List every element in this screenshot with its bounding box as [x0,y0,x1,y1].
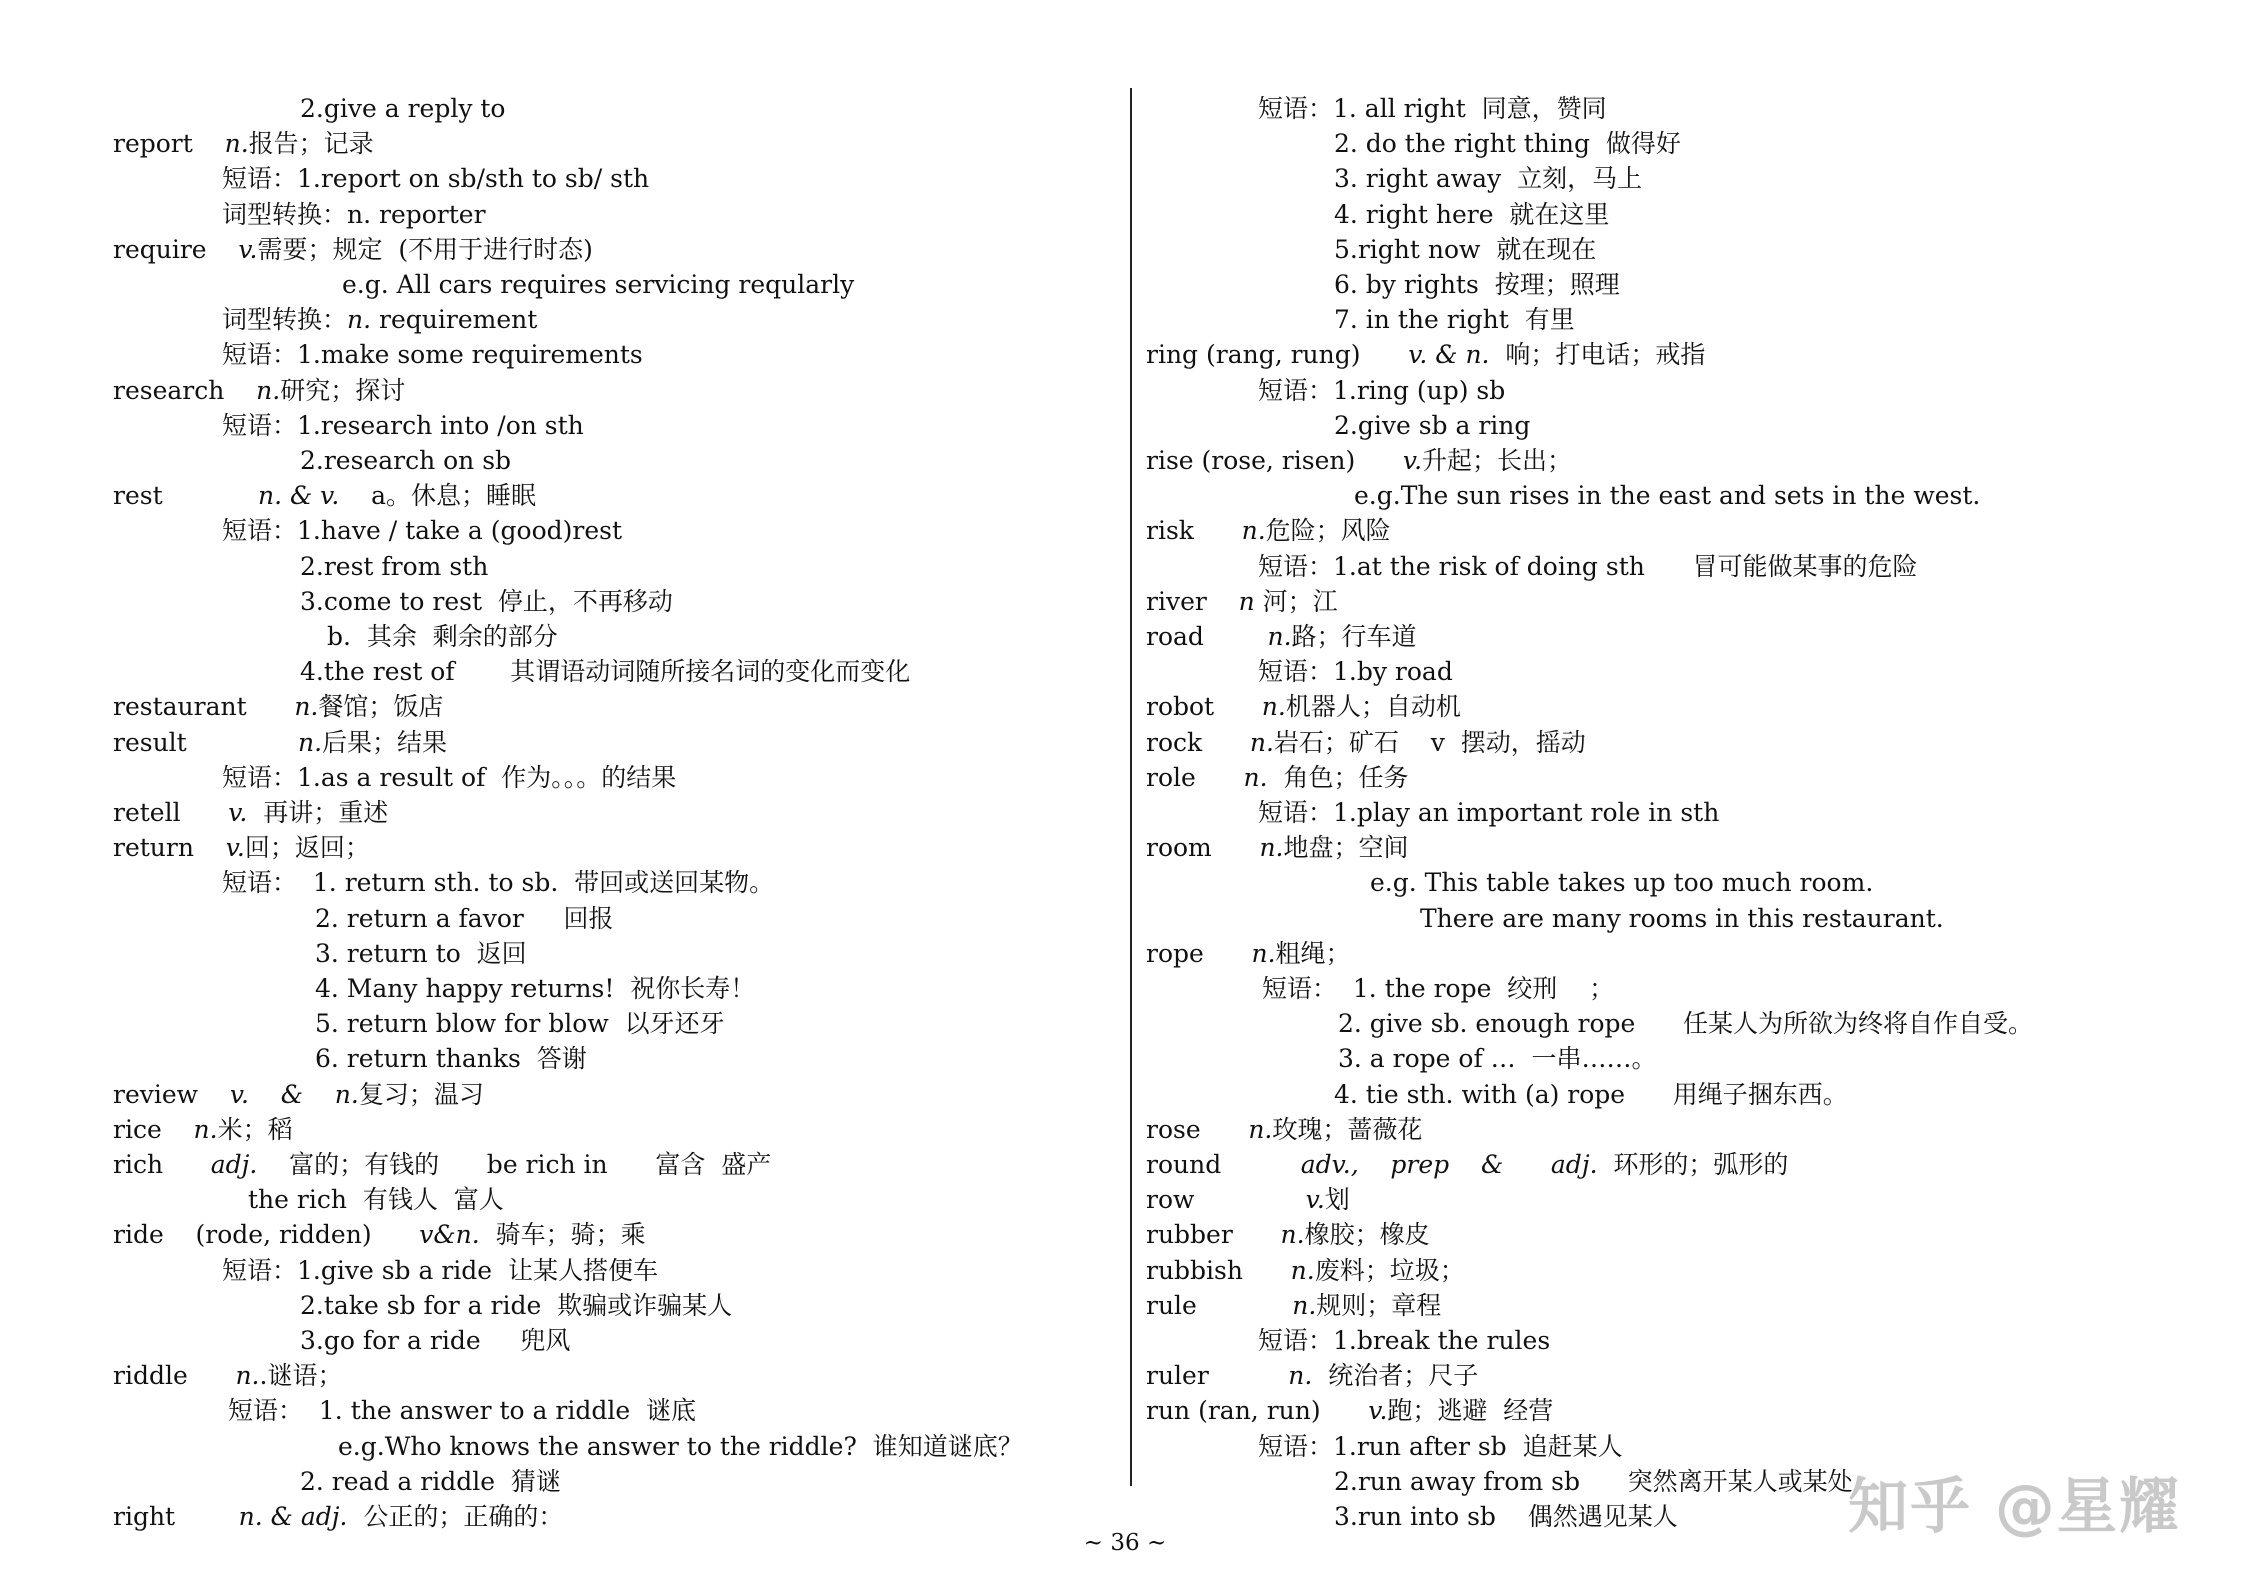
entry-line [327,620,558,654]
entry-line [222,338,643,372]
part-of-speech: v&n. [419,1220,480,1250]
entry-line [1258,796,1719,830]
entry-line [300,550,488,584]
part-of-speech: n [1238,586,1255,616]
entry-text: 6. return thanks 答谢 [315,1044,587,1074]
entry-text: 3.go for a ride 兜风 [300,1326,571,1355]
entry-line [315,902,614,936]
entry-text: 词型转换： [222,305,348,335]
entry-line [300,655,910,689]
entry-line [315,1042,587,1076]
entry-line [1146,1289,1441,1323]
entry-line [113,374,405,408]
entry-text: require [113,234,239,264]
entry-text: There are many rooms in this restaurant. [1420,903,1944,933]
entry-line [113,479,536,513]
entry-line [113,831,370,865]
part-of-speech: n. [193,1114,218,1144]
entry-text: 短语： 1. return sth. to sb. 带回或送回某物。 [222,868,775,898]
part-of-speech: v. [228,798,248,827]
entry-text: 短语：1.ring (up) sb [1258,375,1506,405]
entry-text: 玫瑰；蔷薇花 [1272,1114,1423,1144]
entry-text: 富的；有钱的 be rich in 富含 盛产 [257,1150,772,1179]
part-of-speech: n. [235,1361,260,1391]
entry-line [113,127,374,161]
entry-line [222,409,584,443]
entry-text: 2.research on sb [300,446,512,475]
entry-text: 2.give a reply to [300,94,506,123]
entry-line [300,585,673,619]
entry-text: robot [1146,692,1262,722]
entry-text: 升起；长出； [1422,446,1573,475]
entry-line [1334,233,1596,267]
entry-text: b. 其余 剩余的部分 [327,622,558,651]
part-of-speech: n. [1249,727,1274,757]
entry-text: 骑车；骑；乘 [479,1220,646,1250]
entry-text: 2.take sb for a ride 欺骗或诈骗某人 [300,1290,733,1320]
entry-text: rubber [1146,1220,1281,1250]
entry-text: 环形的；弧形的 [1597,1150,1789,1179]
entry-line [1334,268,1620,302]
entry-text: 公正的；正确的： [347,1502,564,1531]
entry-text: 短语：1.give sb a ride 让某人搭便车 [222,1255,658,1285]
part-of-speech: adj. [210,1150,258,1179]
entry-line [1146,1218,1430,1252]
part-of-speech: n. [256,375,281,405]
entry-text: 短语：1.run after sb 追赶某人 [1258,1431,1623,1461]
entry-line [113,1148,771,1182]
entry-text: 地盘；空间 [1283,833,1409,863]
entry-text: e.g. This table takes up too much room. [1370,868,1874,898]
entry-line [300,444,511,478]
watermark: 知乎 @星耀 [1848,1472,2181,1542]
entry-line [228,1394,696,1428]
entry-text: 路；行车道 [1291,622,1417,651]
entry-line [1338,1007,2033,1041]
entry-line [1258,1324,1550,1358]
entry-line [1354,479,1980,513]
entry-text: 2.rest from sth [300,551,489,581]
part-of-speech: n. [294,692,319,722]
entry-text: rock [1146,727,1250,757]
entry-text: 短语：1.by road [1258,657,1453,687]
entry-line [1146,831,1409,865]
entry-line [1334,162,1642,196]
entry-line [222,1254,658,1288]
part-of-speech: n. [1267,622,1292,651]
entry-text: 短语：1.as a result of 作为。。。的结果 [222,762,677,792]
entry-line [222,514,622,548]
part-of-speech: v. [238,234,258,264]
entry-text: 2. give sb. enough rope 任某人为所欲为终将自作自受。 [1338,1009,2033,1039]
entry-line [1370,866,1873,900]
entry-text: 2.run away from sb 突然离开某人或某处 [1334,1466,1853,1496]
entry-line [113,1113,293,1147]
entry-text: 4. right here 就在这里 [1334,199,1610,229]
entry-text: ring (rang, rung) [1146,340,1409,370]
entry-text: role [1146,762,1244,792]
entry-text: 短语：1. all right 同意，赞同 [1258,94,1607,123]
entry-line [1258,550,1918,584]
entry-text: research [113,375,257,405]
entry-text: 4. tie sth. with (a) rope 用绳子捆东西。 [1334,1079,1848,1109]
entry-line [113,1218,646,1252]
entry-line [1334,303,1575,337]
entry-text: 7. in the right 有里 [1334,305,1575,335]
entry-text: 统治者；尺子 [1312,1361,1479,1391]
entry-line [1334,127,1681,161]
part-of-speech: v. [1305,1185,1325,1215]
entry-line [1334,198,1609,232]
part-of-speech: v. & n. [1408,340,1490,370]
entry-text: 回；返回； [244,833,370,863]
entry-text: 短语：1.at the risk of doing sth 冒可能做某事的危险 [1258,551,1918,581]
entry-text: e.g.The sun rises in the east and sets in the west. [1354,481,1981,511]
entry-text: rich [113,1150,211,1179]
entry-text: rise (rose, risen) [1146,446,1403,475]
part-of-speech: v. [1368,1396,1388,1426]
part-of-speech: n. [1292,1290,1317,1320]
entry-line [1146,726,1586,760]
entry-text: return [113,833,226,863]
entry-text: rule [1146,1290,1293,1320]
entry-line [113,233,593,267]
entry-line [1146,1359,1478,1393]
entry-line [1146,1148,1788,1182]
part-of-speech: n. [1288,1361,1313,1391]
entry-text: 危险；风险 [1265,516,1391,546]
entry-text: ruler [1146,1361,1289,1391]
entry-text: 后果；结果 [322,727,448,757]
entry-text: a。休息；睡眠 [339,481,536,511]
entry-line [338,1430,1023,1464]
entry-line [1146,937,1351,971]
entry-text: 需要；规定 (不用于进行时态) [257,234,593,264]
entry-text: report [113,129,225,159]
part-of-speech: n. [1251,938,1276,968]
entry-line [315,1007,725,1041]
entry-text: 角色；任务 [1267,762,1409,792]
entry-line [1334,1500,1678,1534]
entry-line [1146,585,1338,619]
entry-text: 3.run into sb 偶然遇见某人 [1334,1502,1678,1531]
entry-text: 2. return a favor 回报 [315,903,614,933]
entry-line [1334,1078,1848,1112]
entry-text: 米；稻 [217,1114,293,1144]
entry-line [1146,338,1705,372]
entry-line [300,1465,561,1499]
entry-text: requirement [371,305,538,335]
entry-line [1146,1254,1465,1288]
entry-text: 5.right now 就在现在 [1334,234,1597,264]
part-of-speech: n. [1241,516,1266,546]
entry-text: e.g. All cars requires servicing reqularly [342,270,855,299]
entry-line [1262,972,1614,1006]
entry-text: 复习；温习 [358,1079,484,1109]
entry-text: 短语：1.have / take a (good)rest [222,516,623,546]
entry-text: 划 [1324,1185,1350,1215]
entry-text: 短语：1.play an important role in sth [1258,798,1720,827]
part-of-speech: n. [297,727,323,757]
entry-text: rest [113,481,258,511]
entry-line [342,268,854,302]
entry-text: 响；打电话；戒指 [1489,340,1706,370]
entry-text: e.g.Who knows the answer to the riddle? 谁知道谜底？ [338,1431,1023,1461]
entry-text: rose [1146,1114,1249,1144]
entry-text: .谜语； [259,1361,343,1391]
entry-line [222,303,537,337]
entry-text: the rich 有钱人 富人 [248,1185,504,1215]
entry-text: 2.give sb a ring [1334,410,1531,440]
entry-text: 2. do the right thing 做得好 [1334,129,1681,159]
column-divider [1130,88,1132,1486]
entry-text: 短语：1.research into /on sth [222,410,584,440]
part-of-speech: n. [1261,692,1286,722]
part-of-speech: n. & v. [257,481,340,511]
part-of-speech: v. [225,833,245,863]
entry-line [1334,409,1530,443]
entry-text: 4.the rest of 其谓语动词随所接名词的变化而变化 [300,657,911,687]
entry-line [1258,374,1505,408]
entry-line [300,1289,732,1323]
entry-line [1146,1183,1350,1217]
entry-line [1146,761,1408,795]
part-of-speech: n. [1280,1220,1305,1250]
entry-text: 3. return to 返回 [315,938,527,968]
entry-text: row [1146,1185,1306,1215]
entry-text: right [113,1502,239,1531]
entry-text: result [113,727,298,757]
entry-text: road [1146,622,1268,651]
entry-text: 5. return blow for blow 以牙还牙 [315,1009,725,1039]
part-of-speech: n. [1259,833,1284,863]
entry-line [113,1500,563,1534]
entry-line [1146,1394,1553,1428]
entry-text: retell [113,798,229,827]
entry-text: rubbish [1146,1255,1291,1285]
entry-line [1146,444,1572,478]
entry-line [113,796,388,830]
entry-text: 短语：1.report on sb/sth to sb/ sth [222,164,650,194]
entry-line [113,690,443,724]
entry-text: 报告；记录 [248,129,374,159]
entry-text: 短语： 1. the answer to a riddle 谜底 [228,1396,697,1426]
entry-text: 3.come to rest 停止，不再移动 [300,586,673,616]
entry-text: review [113,1079,230,1109]
entry-line [1258,655,1453,689]
entry-text: rope [1146,938,1252,968]
entry-line [300,1324,570,1358]
entry-text: 6. by rights 按理；照理 [1334,270,1620,299]
entry-text: 橡胶；橡皮 [1304,1220,1430,1250]
entry-line [113,1078,484,1112]
entry-line [1146,620,1417,654]
entry-text: 短语： 1. the rope 绞刑 ； [1262,974,1615,1003]
part-of-speech: v. [1402,446,1423,475]
entry-line [1146,1113,1422,1147]
page-number: ~ 36 ~ [1083,1530,1167,1556]
entry-line [222,198,486,232]
entry-text: 短语：1.make some requirements [222,340,643,370]
part-of-speech: v. & n. [229,1079,359,1109]
entry-line [222,866,774,900]
part-of-speech: n. [224,129,249,159]
entry-text: round [1146,1150,1301,1179]
entry-text: restaurant [113,692,295,722]
part-of-speech: n. & adj. [238,1502,348,1531]
entry-text: 词型转换：n. reporter [222,199,486,229]
entry-text: 规则；章程 [1316,1290,1442,1320]
entry-text: rice [113,1114,194,1144]
entry-line [315,937,527,971]
entry-line [1334,1465,1853,1499]
part-of-speech: adv., prep & adj. [1300,1150,1598,1179]
entry-text: 河；江 [1254,586,1338,616]
entry-text: 3. a rope of … 一串……。 [1338,1044,1657,1074]
entry-line [1258,92,1607,126]
part-of-speech: n. [347,305,372,335]
entry-line [1146,514,1391,548]
entry-text: 餐馆；饭店 [318,692,444,722]
entry-text: 4. Many happy returns! 祝你长寿！ [315,974,756,1003]
entry-line [222,162,649,196]
entry-line [222,761,676,795]
entry-text: riddle [113,1361,236,1391]
part-of-speech: n. [1243,762,1268,792]
entry-text: 研究；探讨 [280,375,406,405]
part-of-speech: n. [1290,1255,1315,1285]
entry-text: 3. right away 立刻，马上 [1334,164,1643,194]
entry-text: room [1146,833,1260,863]
entry-text: river [1146,586,1239,616]
entry-text: 岩石；矿石 v 摆动，摇动 [1273,727,1586,757]
entry-line [1258,1430,1623,1464]
entry-text: 废料；垃圾； [1314,1255,1465,1285]
entry-line [248,1183,504,1217]
entry-text: 短语：1.break the rules [1258,1326,1551,1355]
entry-line [300,92,505,126]
entry-text: risk [1146,516,1242,546]
entry-text: 粗绳； [1275,938,1351,968]
entry-line [315,972,755,1006]
entry-text: 2. read a riddle 猜谜 [300,1466,561,1496]
entry-text: ride (rode, ridden) [113,1220,420,1250]
entry-text: 再讲；重述 [247,798,389,827]
entry-line [1338,1042,1657,1076]
entry-text: run (ran, run) [1146,1396,1369,1426]
entry-line [113,1359,342,1393]
entry-text: 机器人；自动机 [1285,692,1461,722]
entry-text: 跑；逃避 经营 [1387,1396,1554,1426]
entry-line [1420,902,1944,936]
entry-line [113,726,447,760]
part-of-speech: n. [1248,1114,1273,1144]
entry-line [1146,690,1461,724]
